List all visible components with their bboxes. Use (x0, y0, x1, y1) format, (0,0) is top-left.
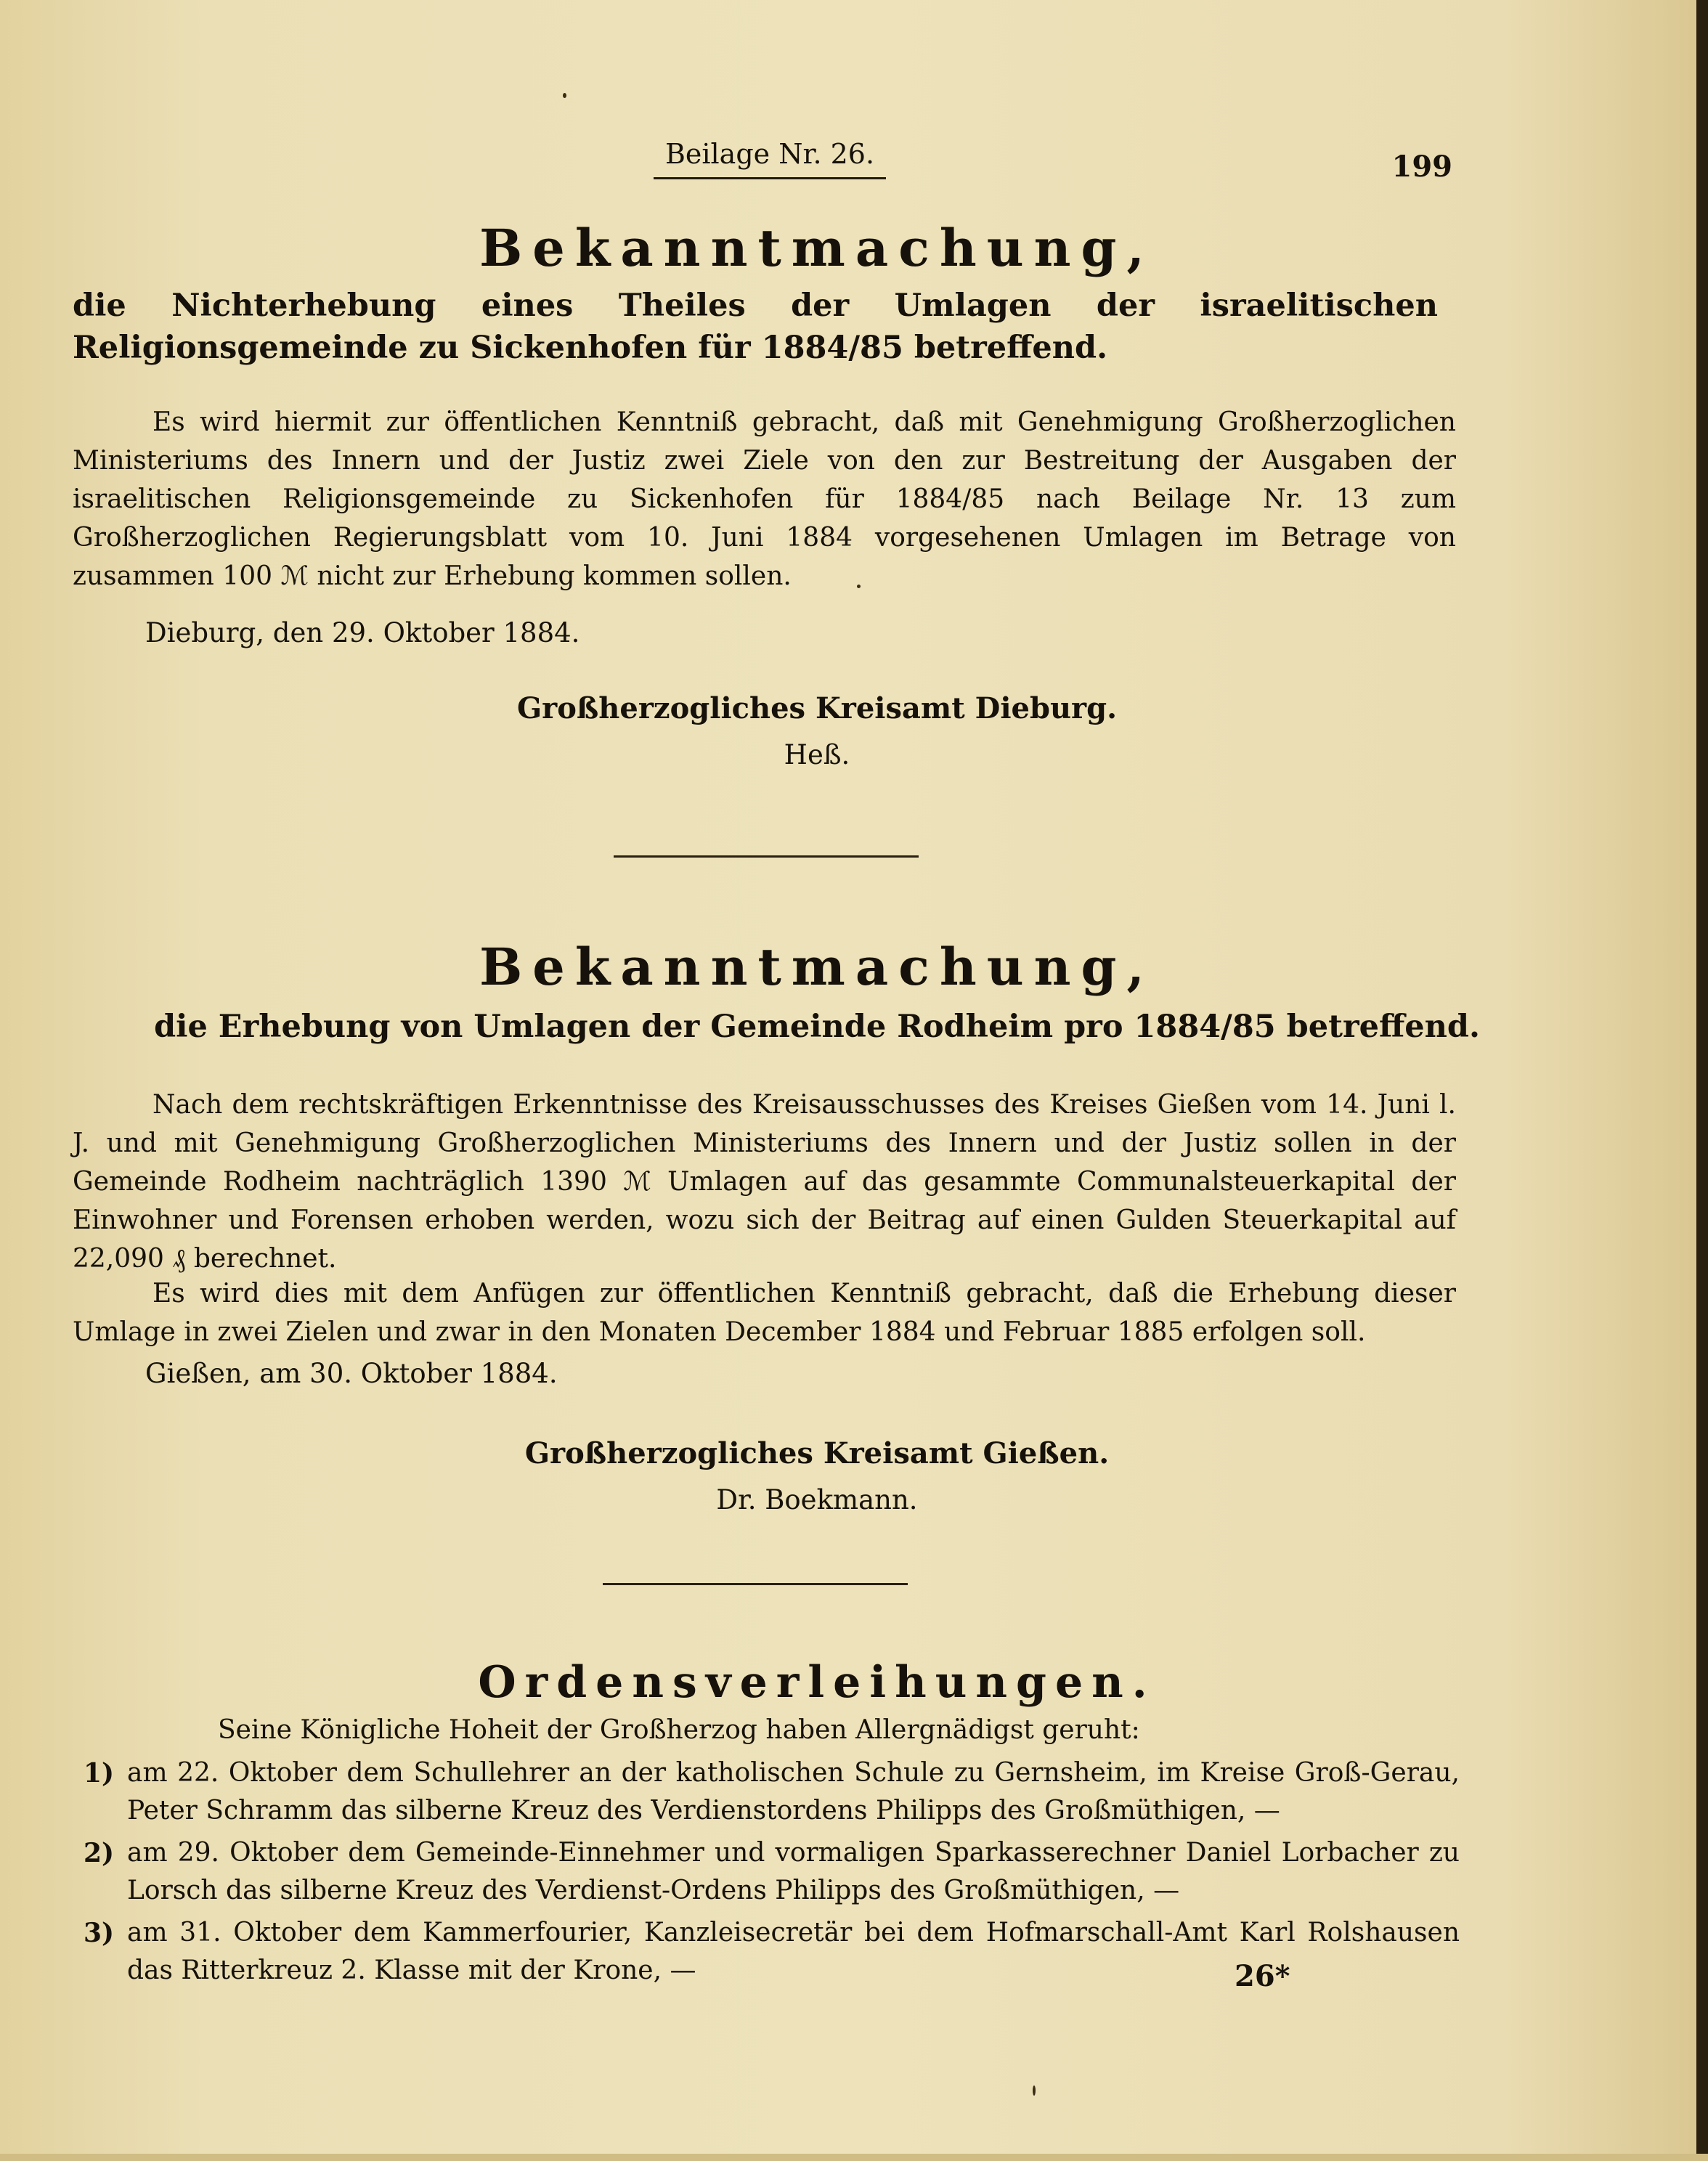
scan-speck (1033, 2085, 1036, 2096)
printer-signature-mark: 26* (1235, 1959, 1290, 1993)
list-item (84, 1754, 1460, 1830)
notice2-dateline: Gießen, am 30. Oktober 1884. (145, 1358, 558, 1389)
list-item-text: am 31. Oktober dem Kammerfourier, Kanzleisecretär bei dem Hofmarschall-Amt Karl Rolshausen das Ritterkreuz 2. Klasse mit der Krone, — (127, 1918, 1460, 1985)
list-item-number: 2) (84, 1838, 115, 1868)
orders-intro: Seine Königliche Hoheit der Großherzog haben Allergnädigst geruht: (218, 1715, 1140, 1745)
notice2-subtitle: die Erhebung von Umlagen der Gemeinde Rodheim pro 1884/85 betreffend. (154, 1009, 1480, 1045)
notice2-authority: Großherzogliches Kreisamt Gießen. (524, 1436, 1110, 1470)
notice1-dateline: Dieburg, den 29. Oktober 1884. (145, 617, 580, 648)
orders-list (84, 1754, 1460, 1994)
notice2-signature: Dr. Boekmann. (716, 1484, 918, 1515)
notice1-title: Bekanntmachung, (479, 218, 1155, 278)
notice1-subtitle: die Nichterhebung eines Theiles der Umlagen der israelitischen Religionsgemeinde zu Sickenhofen für 1884/85 betreffend. (73, 288, 1438, 366)
scan-edge-bottom (0, 2154, 1708, 2161)
list-item-text: am 22. Oktober dem Schullehrer an der katholischen Schule zu Gernsheim, im Kreise Groß-Gerau, Peter Schramm das silberne Kreuz des Verdienstordens Philipps des Großmüthigen, — (127, 1758, 1460, 1826)
notice1-authority: Großherzogliches Kreisamt Dieburg. (517, 691, 1117, 725)
notice2-body-1: Nach dem rechtskräftigen Erkenntnisse des Kreisausschusses des Kreises Gießen vom 14. Juni l. J. und mit Genehmigung Großherzoglichen Ministeriums des Innern und der Justiz sollen in der Gemeinde Rodheim nachträglich 1390 ℳ Umlagen auf das gesammte Communalsteuerkapital der Einwohner und Forensen erhoben werden, wozu sich der Beitrag auf einen Gulden Steuerkapital auf 22,090 ₰ berechnet. (73, 1090, 1456, 1274)
scan-speck (563, 93, 566, 98)
list-item-text: am 29. Oktober dem Gemeinde-Einnehmer und vormaligen Sparkasserechner Daniel Lorbacher zu Lorsch das silberne Kreuz des Verdienst-Ordens Philipps des Großmüthigen, — (127, 1838, 1460, 1905)
header-rule (654, 177, 886, 179)
notice2-body-2: Es wird dies mit dem Anfügen zur öffentlichen Kenntniß gebracht, daß die Erhebung dieser Umlage in zwei Zielen und zwar in den Monaten December 1884 und Februar 1885 erfolgen soll. (73, 1279, 1456, 1347)
supplement-header: Beilage Nr. 26. (664, 138, 875, 170)
notice1-body: Es wird hiermit zur öffentlichen Kenntniß gebracht, daß mit Genehmigung Großherzoglichen Ministeriums des Innern und der Justiz zwei Ziele von den zur Bestreitung der Ausgaben der israelitischen Religionsgemeinde zu Sickenhofen für 1884/85 nach Beilage Nr. 13 zum Großherzoglichen Regierungsblatt vom 10. Juni 1884 vorgesehenen Umlagen im Betrage von zusammen 100 ℳ nicht zur Erhebung kommen sollen. (73, 407, 1456, 591)
list-item-number: 3) (84, 1918, 115, 1948)
scan-speck (857, 585, 861, 588)
page-number: 199 (1391, 150, 1452, 184)
section-divider-1 (614, 855, 919, 858)
list-item-number: 1) (84, 1758, 115, 1788)
notice1-signature: Heß. (784, 739, 850, 770)
orders-title: Ordensverleihungen. (478, 1657, 1156, 1708)
section-divider-2 (603, 1583, 908, 1585)
scan-edge-right (1696, 0, 1708, 2161)
list-item (84, 1834, 1460, 1910)
notice2-title: Bekanntmachung, (479, 937, 1155, 997)
